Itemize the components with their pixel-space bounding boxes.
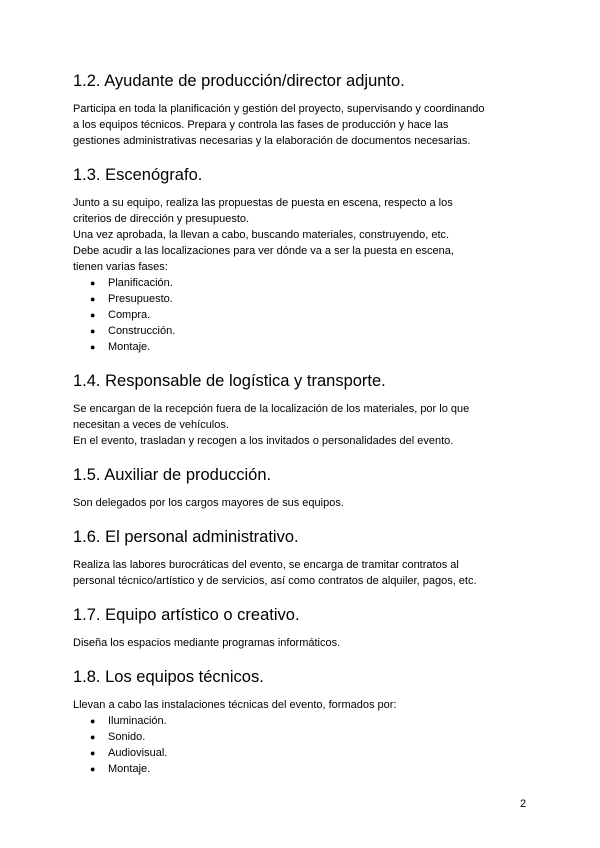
body-text-line: Llevan a cabo las instalaciones técnicas del evento, formados por: <box>73 699 397 711</box>
list-item-text: Planificación. <box>108 277 173 289</box>
bullet-icon: ● <box>90 764 96 774</box>
bullet-icon: ● <box>90 326 96 336</box>
section-heading: 1.7. Equipo artístico o creativo. <box>73 606 300 624</box>
section <box>73 666 543 777</box>
list-item-text: Sonido. <box>108 731 146 743</box>
list-item <box>90 745 543 761</box>
bullet-icon: ● <box>90 310 96 320</box>
body-text-line: Participa en toda la planificación y gestión del proyecto, supervisando y coordinando <box>73 103 485 115</box>
list-item <box>90 729 543 745</box>
list-item <box>90 275 543 291</box>
bullet-icon: ● <box>90 294 96 304</box>
body-text-line: a los equipos técnicos. Prepara y controla las fases de producción y hace las <box>73 119 449 131</box>
section-heading: 1.2. Ayudante de producción/director adjunto. <box>73 72 405 90</box>
section <box>73 164 543 355</box>
body-text-line: Realiza las labores burocráticas del evento, se encarga de tramitar contratos al <box>73 559 459 571</box>
body-text-line: En el evento, trasladan y recogen a los invitados o personalidades del evento. <box>73 435 454 447</box>
section-heading: 1.5. Auxiliar de producción. <box>73 466 272 484</box>
section <box>73 70 543 149</box>
page-number: 2 <box>520 798 527 810</box>
list-item-text: Montaje. <box>108 341 151 353</box>
body-text-line: personal técnico/artístico y de servicios, así como contratos de alquiler, pagos, etc. <box>73 575 477 587</box>
list-item-text: Audiovisual. <box>108 747 168 759</box>
body-text-line: Se encargan de la recepción fuera de la localización de los materiales, por lo que <box>73 403 470 415</box>
list-item-text: Presupuesto. <box>108 293 173 305</box>
bullet-icon: ● <box>90 342 96 352</box>
section-heading: 1.4. Responsable de logística y transporte. <box>73 372 386 390</box>
body-text-line: criterios de dirección y presupuesto. <box>73 213 250 225</box>
list-item <box>90 291 543 307</box>
bullet-list <box>73 713 543 777</box>
section <box>73 604 543 651</box>
list-item <box>90 713 543 729</box>
body-text-line: Debe acudir a las localizaciones para ver dónde va a ser la puesta en escena, <box>73 245 454 257</box>
section-heading: 1.6. El personal administrativo. <box>73 528 299 546</box>
list-item <box>90 339 543 355</box>
list-item-text: Montaje. <box>108 763 151 775</box>
body-text-line: necesitan a veces de vehículos. <box>73 419 229 431</box>
list-item <box>90 307 543 323</box>
body-text-line: Junto a su equipo, realiza las propuestas de puesta en escena, respecto a los <box>73 197 453 209</box>
list-item <box>90 323 543 339</box>
bullet-icon: ● <box>90 732 96 742</box>
body-text-line: Una vez aprobada, la llevan a cabo, buscando materiales, construyendo, etc. <box>73 229 450 241</box>
list-item <box>90 761 543 777</box>
section <box>73 464 543 511</box>
list-item-text: Construcción. <box>108 325 176 337</box>
section-heading: 1.8. Los equipos técnicos. <box>73 668 264 686</box>
bullet-icon: ● <box>90 748 96 758</box>
bullet-icon: ● <box>90 716 96 726</box>
list-item-text: Iluminación. <box>108 715 167 727</box>
body-text-line: Son delegados por los cargos mayores de sus equipos. <box>73 497 344 509</box>
bullet-list <box>73 275 543 355</box>
body-text-line: tienen varias fases: <box>73 261 168 273</box>
document-page <box>73 70 543 792</box>
body-text-line: Diseña los espacios mediante programas informáticos. <box>73 637 341 649</box>
body-text-line: gestiones administrativas necesarias y la elaboración de documentos necesarias. <box>73 135 471 147</box>
list-item-text: Compra. <box>108 309 151 321</box>
bullet-icon: ● <box>90 278 96 288</box>
section-heading: 1.3. Escenógrafo. <box>73 166 203 184</box>
section <box>73 370 543 449</box>
section <box>73 526 543 589</box>
